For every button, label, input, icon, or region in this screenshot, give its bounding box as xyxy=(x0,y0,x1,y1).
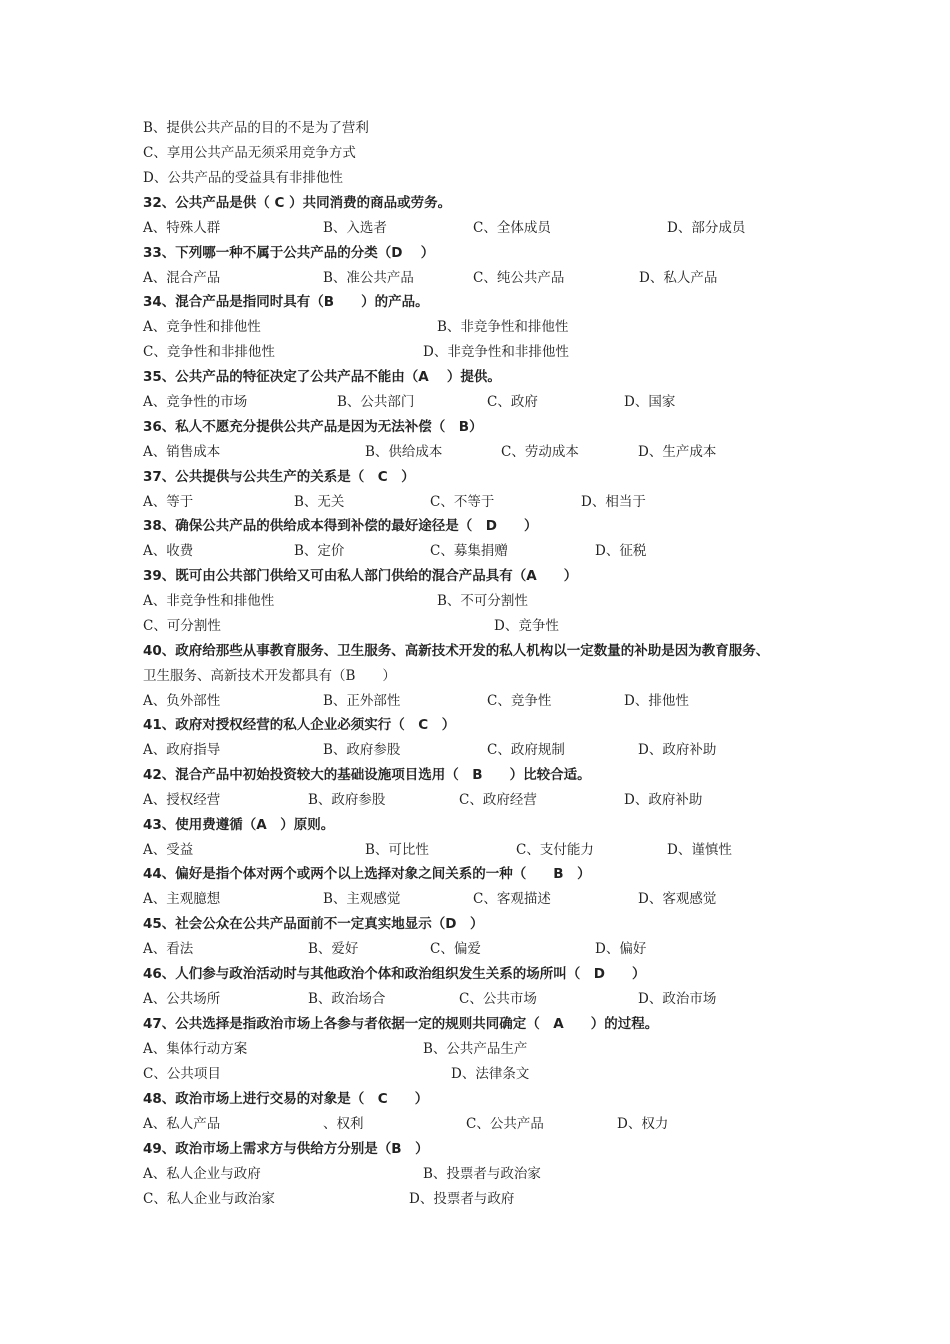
option-b: B、入选者 xyxy=(323,220,387,236)
option-d: D、相当于 xyxy=(581,494,646,510)
option-a: A、授权经营 xyxy=(143,792,221,808)
option-c: C、全体成员 xyxy=(473,220,551,236)
option-c: C、客观描述 xyxy=(473,891,551,907)
option-b: B、公共部门 xyxy=(337,394,415,410)
option-a: A、收费 xyxy=(143,543,194,559)
option-d: D、政府补助 xyxy=(624,792,703,808)
option-a: A、政府指导 xyxy=(143,742,221,758)
option-d: D、权力 xyxy=(617,1116,669,1132)
option-d: D、客观感觉 xyxy=(638,891,717,907)
option-a: A、竞争性的市场 xyxy=(143,394,248,410)
question-37: 37、公共提供与公共生产的关系是（ C ） xyxy=(143,469,415,485)
option-c: C、可分割性 xyxy=(143,618,221,634)
option-a: A、混合产品 xyxy=(143,270,221,286)
question-46: 46、人们参与政治活动时与其他政治个体和政治组织发生关系的场所叫（ D ） xyxy=(143,966,646,982)
question-49: 49、政治市场上需求方与供给方分别是（B ） xyxy=(143,1141,429,1157)
option-d: D、部分成员 xyxy=(667,220,746,236)
option: D、公共产品的受益具有非排他性 xyxy=(143,170,343,186)
question-33: 33、下列哪一种不属于公共产品的分类（D ） xyxy=(143,245,435,261)
question-32: 32、公共产品是供（ C ）共同消费的商品或劳务。 xyxy=(143,195,452,211)
question-48: 48、政治市场上进行交易的对象是（ C ） xyxy=(143,1091,429,1107)
question-40: 40、政府给那些从事教育服务、卫生服务、高新技术开发的私人机构以一定数量的补助是因为教育服务、 xyxy=(143,643,770,659)
option-b: B、准公共产品 xyxy=(323,270,414,286)
option-d: D、竞争性 xyxy=(494,618,559,634)
question-35: 35、公共产品的特征决定了公共产品不能由（A ）提供。 xyxy=(143,369,501,385)
option-d: D、征税 xyxy=(595,543,647,559)
option-b: B、公共产品生产 xyxy=(423,1041,528,1057)
option-b: B、非竞争性和排他性 xyxy=(437,319,569,335)
option-c: C、竞争性和非排他性 xyxy=(143,344,275,360)
option-c: C、私人企业与政治家 xyxy=(143,1191,275,1207)
option-c: C、竞争性 xyxy=(487,693,552,709)
option-c: C、政府经营 xyxy=(459,792,537,808)
option-c: C、不等于 xyxy=(430,494,495,510)
question-41: 41、政府对授权经营的私人企业必须实行（ C ） xyxy=(143,717,456,733)
option-b: B、政治场合 xyxy=(308,991,386,1007)
option-b: B、政府参股 xyxy=(308,792,386,808)
option-b: B、供给成本 xyxy=(365,444,443,460)
option-c: C、政府 xyxy=(487,394,538,410)
option-b: B、投票者与政治家 xyxy=(423,1166,541,1182)
option-d: D、投票者与政府 xyxy=(409,1191,515,1207)
option: 卫生服务、高新技术开发都具有（B ） xyxy=(143,668,396,684)
option-a: A、竞争性和排他性 xyxy=(143,319,261,335)
option-b: B、可比性 xyxy=(365,842,429,858)
question-36: 36、私人不愿充分提供公共产品是因为无法补偿（ B） xyxy=(143,419,483,435)
option-d: D、国家 xyxy=(624,394,676,410)
option: C、享用公共产品无须采用竞争方式 xyxy=(143,145,356,161)
option-b: B、主观感觉 xyxy=(323,891,401,907)
option-a: A、看法 xyxy=(143,941,194,957)
question-42: 42、混合产品中初始投资较大的基础设施项目选用（ B ）比较合适。 xyxy=(143,767,591,783)
option-d: D、偏好 xyxy=(595,941,647,957)
option-a: A、集体行动方案 xyxy=(143,1041,248,1057)
option-a: A、私人产品 xyxy=(143,1116,221,1132)
question-34: 34、混合产品是指同时具有（B ）的产品。 xyxy=(143,294,429,310)
question-38: 38、确保公共产品的供给成本得到补偿的最好途径是（ D ） xyxy=(143,518,538,534)
option-a: A、等于 xyxy=(143,494,194,510)
option-c: C、公共产品 xyxy=(466,1116,544,1132)
option-c: C、偏爱 xyxy=(430,941,481,957)
question-45: 45、社会公众在公共产品面前不一定真实地显示（D ） xyxy=(143,916,484,932)
question-44: 44、偏好是指个体对两个或两个以上选择对象之间关系的一种（ B ） xyxy=(143,866,591,882)
option-b: B、爱好 xyxy=(308,941,359,957)
option-a: A、特殊人群 xyxy=(143,220,221,236)
question-47: 47、公共选择是指政治市场上各参与者依据一定的规则共同确定（ A ）的过程。 xyxy=(143,1016,659,1032)
option-d: D、排他性 xyxy=(624,693,689,709)
option-c: C、政府规制 xyxy=(487,742,565,758)
option-d: D、政府补助 xyxy=(638,742,717,758)
option-a: A、主观臆想 xyxy=(143,891,221,907)
option-d: D、法律条文 xyxy=(451,1066,530,1082)
option-a: A、公共场所 xyxy=(143,991,221,1007)
option-d: D、生产成本 xyxy=(638,444,717,460)
option-b: B、不可分割性 xyxy=(437,593,528,609)
option-b: B、定价 xyxy=(294,543,345,559)
question-39: 39、既可由公共部门供给又可由私人部门供给的混合产品具有（A ） xyxy=(143,568,578,584)
question-43: 43、使用费遵循（A ）原则。 xyxy=(143,817,335,833)
option-c: C、募集捐赠 xyxy=(430,543,508,559)
option-c: C、公共市场 xyxy=(459,991,537,1007)
option-a: A、负外部性 xyxy=(143,693,221,709)
option-c: C、公共项目 xyxy=(143,1066,221,1082)
option-b: B、无关 xyxy=(294,494,345,510)
option-d: D、非竞争性和非排他性 xyxy=(423,344,569,360)
option-c: C、纯公共产品 xyxy=(473,270,565,286)
option-b: B、正外部性 xyxy=(323,693,401,709)
option-a: A、非竞争性和排他性 xyxy=(143,593,275,609)
option-c: C、支付能力 xyxy=(516,842,594,858)
option-a: A、私人企业与政府 xyxy=(143,1166,261,1182)
option-b: B、政府参股 xyxy=(323,742,401,758)
option-c: C、劳动成本 xyxy=(501,444,579,460)
option-a: A、销售成本 xyxy=(143,444,221,460)
option-b: 、权利 xyxy=(323,1116,364,1132)
option: B、提供公共产品的目的不是为了营利 xyxy=(143,120,369,136)
option-d: D、政治市场 xyxy=(638,991,717,1007)
option-d: D、谨慎性 xyxy=(667,842,732,858)
option-a: A、受益 xyxy=(143,842,194,858)
option-d: D、私人产品 xyxy=(639,270,718,286)
